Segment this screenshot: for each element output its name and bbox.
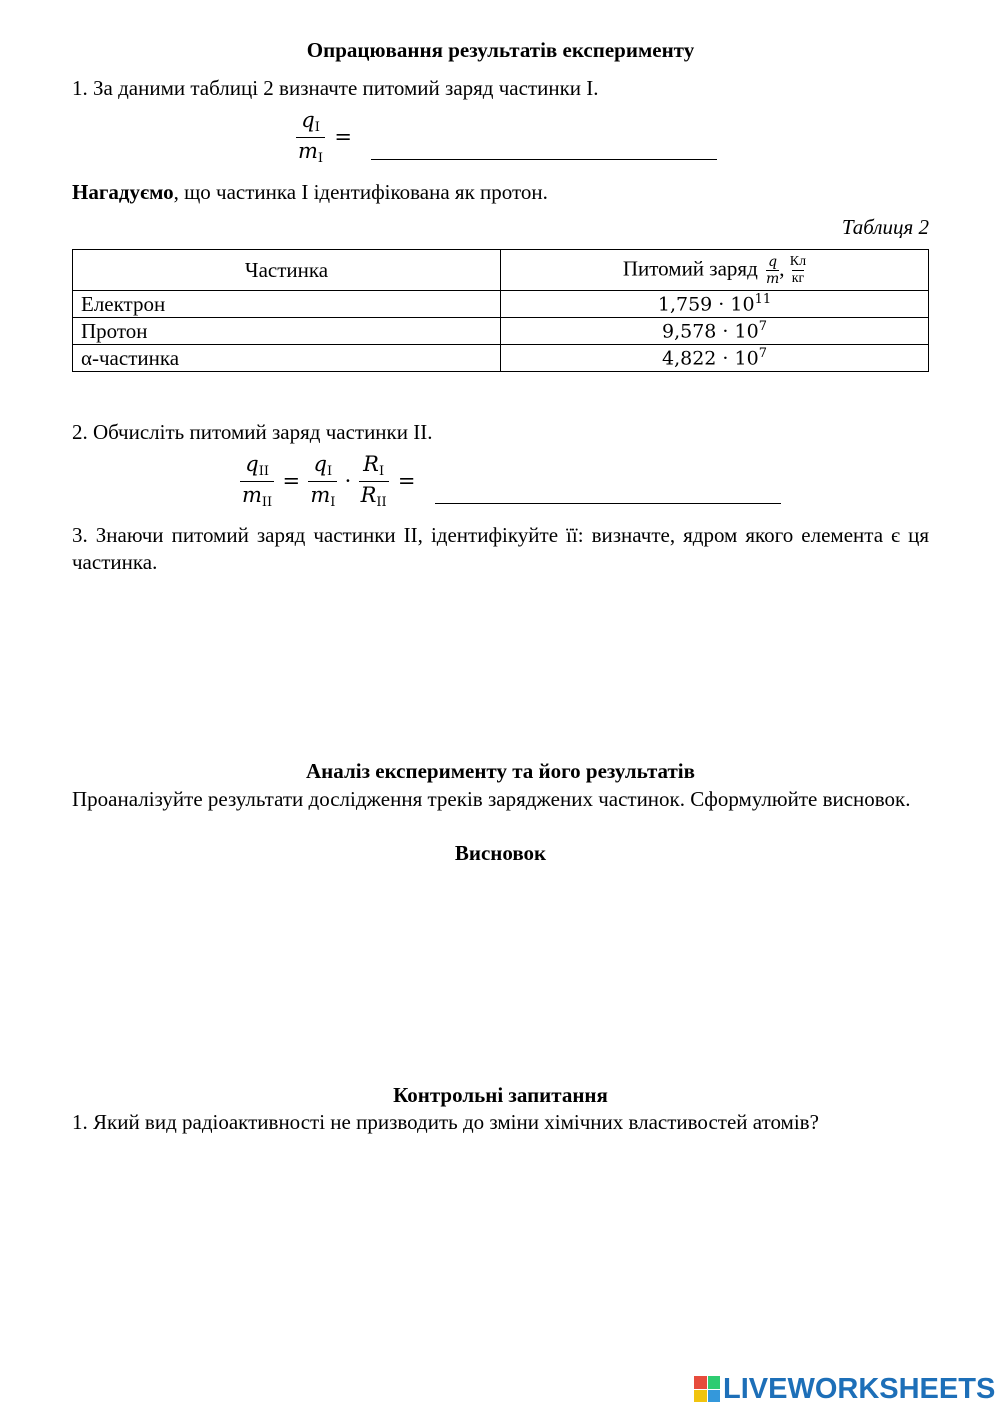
logo-tile-square	[708, 1376, 721, 1389]
analysis-text: Проаналізуйте результати дослідження треків заряджених частинок. Сформулюйте висновок.	[72, 787, 911, 811]
worksheet-page	[72, 0, 929, 1414]
particle-name: Електрон	[73, 291, 501, 318]
liveworksheets-logo	[694, 1374, 995, 1404]
table-row	[73, 318, 929, 345]
processing-title: Опрацювання результатів експерименту	[306, 38, 695, 62]
answer-blank-2[interactable]	[435, 503, 781, 504]
analysis-title: Аналіз експерименту та його результатів	[306, 759, 695, 783]
control-question-1: 1. Який вид радіоактивності не призводить до зміни хімічних властивостей атомів?	[72, 1110, 819, 1134]
conclusion-title: Висновок	[454, 841, 547, 865]
header-specific-charge: Питомий заряд $\frac{q}{m}$ , Кл кг	[501, 250, 929, 291]
reminder-text: Нагадуємо, що частинка I ідентифікована як протон.	[72, 180, 548, 204]
particle-name: Протон	[73, 318, 501, 345]
task1-text: 1. За даними таблиці 2 визначте питомий заряд частинки I.	[72, 76, 599, 100]
table-2	[72, 249, 929, 372]
table-row	[73, 291, 929, 318]
logo-tile-square	[694, 1376, 707, 1389]
control-questions-title: Контрольні запитання	[393, 1083, 608, 1107]
task3-text: 3. Знаючи питомий заряд частинки II, ідентифікуйте її: визначте, ядром якого елемента є ця частинка.	[72, 523, 929, 574]
logo-tile-icon	[694, 1376, 720, 1402]
header-particle: Частинка	[73, 250, 501, 291]
logo-tile-square	[694, 1390, 707, 1403]
table2-caption: Таблиця 2	[841, 215, 929, 239]
formula-specific-charge-2: $\frac{q_{II}}{m_{II}}$ = $\frac{q_I}{m_I}$ · $\frac{R_I}{R_{II}}$ =	[240, 452, 781, 510]
table-row	[73, 345, 929, 372]
logo-text: LIVEWORKSHEETS	[723, 1372, 996, 1405]
particle-name: α-частинка	[73, 345, 501, 372]
formula-specific-charge-1: $\frac{q_I}{m_I}$ =	[296, 108, 717, 166]
specific-charge-value: $1,759 \cdot 10^{11}$	[501, 291, 929, 318]
answer-blank-1[interactable]	[371, 159, 717, 160]
logo-tile-square	[708, 1390, 721, 1403]
specific-charge-value: $9,578 \cdot 10^7$	[501, 318, 929, 345]
specific-charge-value: $4,822 \cdot 10^7$	[501, 345, 929, 372]
task2-text: 2. Обчисліть питомий заряд частинки II.	[72, 420, 433, 444]
table-header-row	[73, 250, 929, 291]
